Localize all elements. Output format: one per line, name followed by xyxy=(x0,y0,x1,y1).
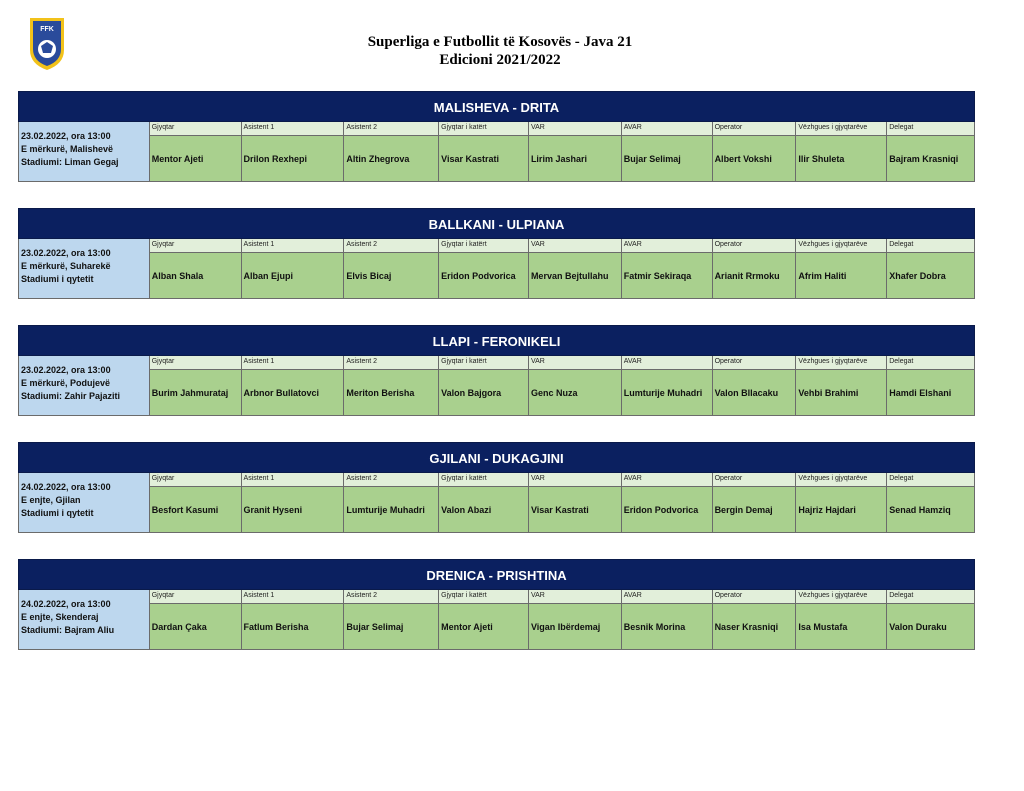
role-label: Asistent 2 xyxy=(344,122,438,136)
official-cell xyxy=(344,473,439,532)
match-title: BALLKANI - ULPIANA xyxy=(18,208,975,239)
match-info xyxy=(19,356,150,415)
official-name: Mentor Ajeti xyxy=(150,136,241,181)
official-cell xyxy=(242,473,345,532)
match-title: DRENICA - PRISHTINA xyxy=(18,559,975,590)
match-details-row xyxy=(18,473,975,533)
match-day-place: E enjte, Gjilan xyxy=(21,495,81,505)
official-name: Lirim Jashari xyxy=(529,136,621,181)
role-label: Gjyqtar xyxy=(150,473,241,487)
official-name: Fatlum Berisha xyxy=(242,604,344,649)
official-cell xyxy=(242,356,345,415)
official-name: Burim Jahmurataj xyxy=(150,370,241,415)
official-name: Hamdi Elshani xyxy=(887,370,974,415)
match-stadium: Stadiumi: Zahir Pajaziti xyxy=(21,391,121,401)
official-cell xyxy=(713,122,797,181)
role-label: AVAR xyxy=(622,239,712,253)
official-name: Eridon Podvorica xyxy=(439,253,528,298)
official-cell xyxy=(529,473,622,532)
official-name: Besnik Morina xyxy=(622,604,712,649)
official-cell xyxy=(344,356,439,415)
role-label: Vëzhgues i gjyqtarëve xyxy=(796,590,886,604)
role-label: Gjyqtar i katërt xyxy=(439,590,528,604)
role-label: AVAR xyxy=(622,473,712,487)
match-details-row xyxy=(18,122,975,182)
role-label: Gjyqtar i katërt xyxy=(439,122,528,136)
role-label: Vëzhgues i gjyqtarëve xyxy=(796,473,886,487)
official-cell xyxy=(344,122,439,181)
official-cell xyxy=(439,239,529,298)
role-label: Operator xyxy=(713,239,796,253)
match-date: 24.02.2022, ora 13:00 xyxy=(21,482,111,492)
official-cell xyxy=(713,473,797,532)
official-name: Valon Bllacaku xyxy=(713,370,796,415)
match-day-place: E mërkurë, Malishevë xyxy=(21,144,114,154)
match-date: 24.02.2022, ora 13:00 xyxy=(21,599,111,609)
official-cell xyxy=(713,356,797,415)
match-info xyxy=(19,122,150,181)
official-cell xyxy=(796,356,887,415)
official-name: Vehbi Brahimi xyxy=(796,370,886,415)
official-name: Mervan Bejtullahu xyxy=(529,253,621,298)
official-name: Bajram Krasniqi xyxy=(887,136,974,181)
role-label: Asistent 1 xyxy=(242,239,344,253)
official-name: Valon Abazi xyxy=(439,487,528,532)
official-cell xyxy=(887,590,974,649)
title-line2: Edicioni 2021/2022 xyxy=(439,52,561,68)
role-label: Asistent 1 xyxy=(242,590,344,604)
official-cell xyxy=(622,356,713,415)
match-stadium: Stadiumi i qytetit xyxy=(21,508,94,518)
official-cell xyxy=(887,356,974,415)
match-block xyxy=(18,208,975,299)
official-cell xyxy=(439,122,529,181)
official-cell xyxy=(796,122,887,181)
role-label: Asistent 1 xyxy=(242,356,344,370)
role-label: Operator xyxy=(713,590,796,604)
role-label: Gjyqtar i katërt xyxy=(439,473,528,487)
match-date: 23.02.2022, ora 13:00 xyxy=(21,365,111,375)
official-cell xyxy=(713,239,797,298)
official-cell xyxy=(439,473,529,532)
role-label: VAR xyxy=(529,356,621,370)
official-cell xyxy=(796,239,887,298)
role-label: Operator xyxy=(713,356,796,370)
official-name: Hajriz Hajdari xyxy=(796,487,886,532)
role-label: VAR xyxy=(529,590,621,604)
official-name: Isa Mustafa xyxy=(796,604,886,649)
official-cell xyxy=(622,239,713,298)
official-name: Senad Hamziq xyxy=(887,487,974,532)
role-label: Gjyqtar xyxy=(150,590,241,604)
match-info xyxy=(19,590,150,649)
match-day-place: E mërkurë, Suharekë xyxy=(21,261,111,271)
page-title xyxy=(0,33,1000,69)
official-cell xyxy=(622,122,713,181)
official-name: Vigan Ibërdemaj xyxy=(529,604,621,649)
official-cell xyxy=(150,356,242,415)
match-date: 23.02.2022, ora 13:00 xyxy=(21,248,111,258)
official-cell xyxy=(529,356,622,415)
official-name: Naser Krasniqi xyxy=(713,604,796,649)
role-label: Gjyqtar i katërt xyxy=(439,239,528,253)
official-cell xyxy=(344,590,439,649)
match-title: LLAPI - FERONIKELI xyxy=(18,325,975,356)
official-cell xyxy=(796,590,887,649)
role-label: Gjyqtar xyxy=(150,239,241,253)
match-date: 23.02.2022, ora 13:00 xyxy=(21,131,111,141)
match-details-row xyxy=(18,590,975,650)
official-cell xyxy=(713,590,797,649)
role-label: Delegat xyxy=(887,122,974,136)
role-label: Gjyqtar xyxy=(150,356,241,370)
role-label: Asistent 2 xyxy=(344,239,438,253)
official-name: Valon Bajgora xyxy=(439,370,528,415)
match-title: GJILANI - DUKAGJINI xyxy=(18,442,975,473)
official-name: Bergin Demaj xyxy=(713,487,796,532)
official-name: Valon Duraku xyxy=(887,604,974,649)
role-label: Delegat xyxy=(887,473,974,487)
official-cell xyxy=(150,122,242,181)
role-label: VAR xyxy=(529,239,621,253)
official-name: Afrim Haliti xyxy=(796,253,886,298)
title-line1: Superliga e Futbollit të Kosovës - Java 21 xyxy=(367,34,633,50)
official-cell xyxy=(887,122,974,181)
official-name: Genc Nuza xyxy=(529,370,621,415)
official-cell xyxy=(150,590,242,649)
official-cell xyxy=(529,239,622,298)
official-name: Eridon Podvorica xyxy=(622,487,712,532)
official-cell xyxy=(150,239,242,298)
role-label: Vëzhgues i gjyqtarëve xyxy=(796,122,886,136)
official-cell xyxy=(887,239,974,298)
official-name: Meriton Berisha xyxy=(344,370,438,415)
official-cell xyxy=(242,122,345,181)
match-info xyxy=(19,473,150,532)
official-cell xyxy=(439,590,529,649)
official-cell xyxy=(529,122,622,181)
match-stadium: Stadiumi: Bajram Aliu xyxy=(21,625,115,635)
role-label: Operator xyxy=(713,122,796,136)
official-name: Alban Ejupi xyxy=(242,253,344,298)
role-label: Asistent 1 xyxy=(242,473,344,487)
role-label: VAR xyxy=(529,122,621,136)
official-name: Altin Zhegrova xyxy=(344,136,438,181)
official-name: Arianit Rrmoku xyxy=(713,253,796,298)
official-name: Bujar Selimaj xyxy=(622,136,712,181)
official-cell xyxy=(242,590,345,649)
match-block xyxy=(18,559,975,650)
role-label: Gjyqtar xyxy=(150,122,241,136)
official-name: Fatmir Sekiraqa xyxy=(622,253,712,298)
role-label: Gjyqtar i katërt xyxy=(439,356,528,370)
official-name: Visar Kastrati xyxy=(529,487,621,532)
official-name: Besfort Kasumi xyxy=(150,487,241,532)
official-name: Visar Kastrati xyxy=(439,136,528,181)
role-label: AVAR xyxy=(622,356,712,370)
official-name: Alban Shala xyxy=(150,253,241,298)
match-block xyxy=(18,325,975,416)
match-details-row xyxy=(18,356,975,416)
official-name: Bujar Selimaj xyxy=(344,604,438,649)
match-stadium: Stadiumi i qytetit xyxy=(21,274,94,284)
official-name: Arbnor Bullatovci xyxy=(242,370,344,415)
role-label: Operator xyxy=(713,473,796,487)
role-label: Delegat xyxy=(887,356,974,370)
official-cell xyxy=(887,473,974,532)
official-cell xyxy=(622,590,713,649)
official-name: Lumturije Muhadri xyxy=(622,370,712,415)
official-cell xyxy=(439,356,529,415)
role-label: Delegat xyxy=(887,239,974,253)
match-day-place: E enjte, Skenderaj xyxy=(21,612,99,622)
official-name: Lumturije Muhadri xyxy=(344,487,438,532)
match-block xyxy=(18,442,975,533)
official-name: Xhafer Dobra xyxy=(887,253,974,298)
official-name: Dardan Çaka xyxy=(150,604,241,649)
role-label: VAR xyxy=(529,473,621,487)
match-stadium: Stadiumi: Liman Gegaj xyxy=(21,157,119,167)
match-info xyxy=(19,239,150,298)
role-label: Asistent 2 xyxy=(344,590,438,604)
match-details-row xyxy=(18,239,975,299)
official-cell xyxy=(529,590,622,649)
official-cell xyxy=(344,239,439,298)
role-label: Vëzhgues i gjyqtarëve xyxy=(796,239,886,253)
role-label: AVAR xyxy=(622,590,712,604)
official-name: Granit Hyseni xyxy=(242,487,344,532)
official-cell xyxy=(622,473,713,532)
role-label: Vëzhgues i gjyqtarëve xyxy=(796,356,886,370)
official-cell xyxy=(242,239,345,298)
role-label: Delegat xyxy=(887,590,974,604)
official-cell xyxy=(150,473,242,532)
role-label: Asistent 1 xyxy=(242,122,344,136)
official-name: Elvis Bicaj xyxy=(344,253,438,298)
official-name: Drilon Rexhepi xyxy=(242,136,344,181)
official-name: Albert Vokshi xyxy=(713,136,796,181)
official-name: Mentor Ajeti xyxy=(439,604,528,649)
role-label: Asistent 2 xyxy=(344,356,438,370)
role-label: Asistent 2 xyxy=(344,473,438,487)
role-label: AVAR xyxy=(622,122,712,136)
match-title: MALISHEVA - DRITA xyxy=(18,91,975,122)
match-day-place: E mërkurë, Podujevë xyxy=(21,378,111,388)
match-block xyxy=(18,91,975,182)
logo-text: FFK xyxy=(40,26,54,33)
official-cell xyxy=(796,473,887,532)
official-name: Ilir Shuleta xyxy=(796,136,886,181)
